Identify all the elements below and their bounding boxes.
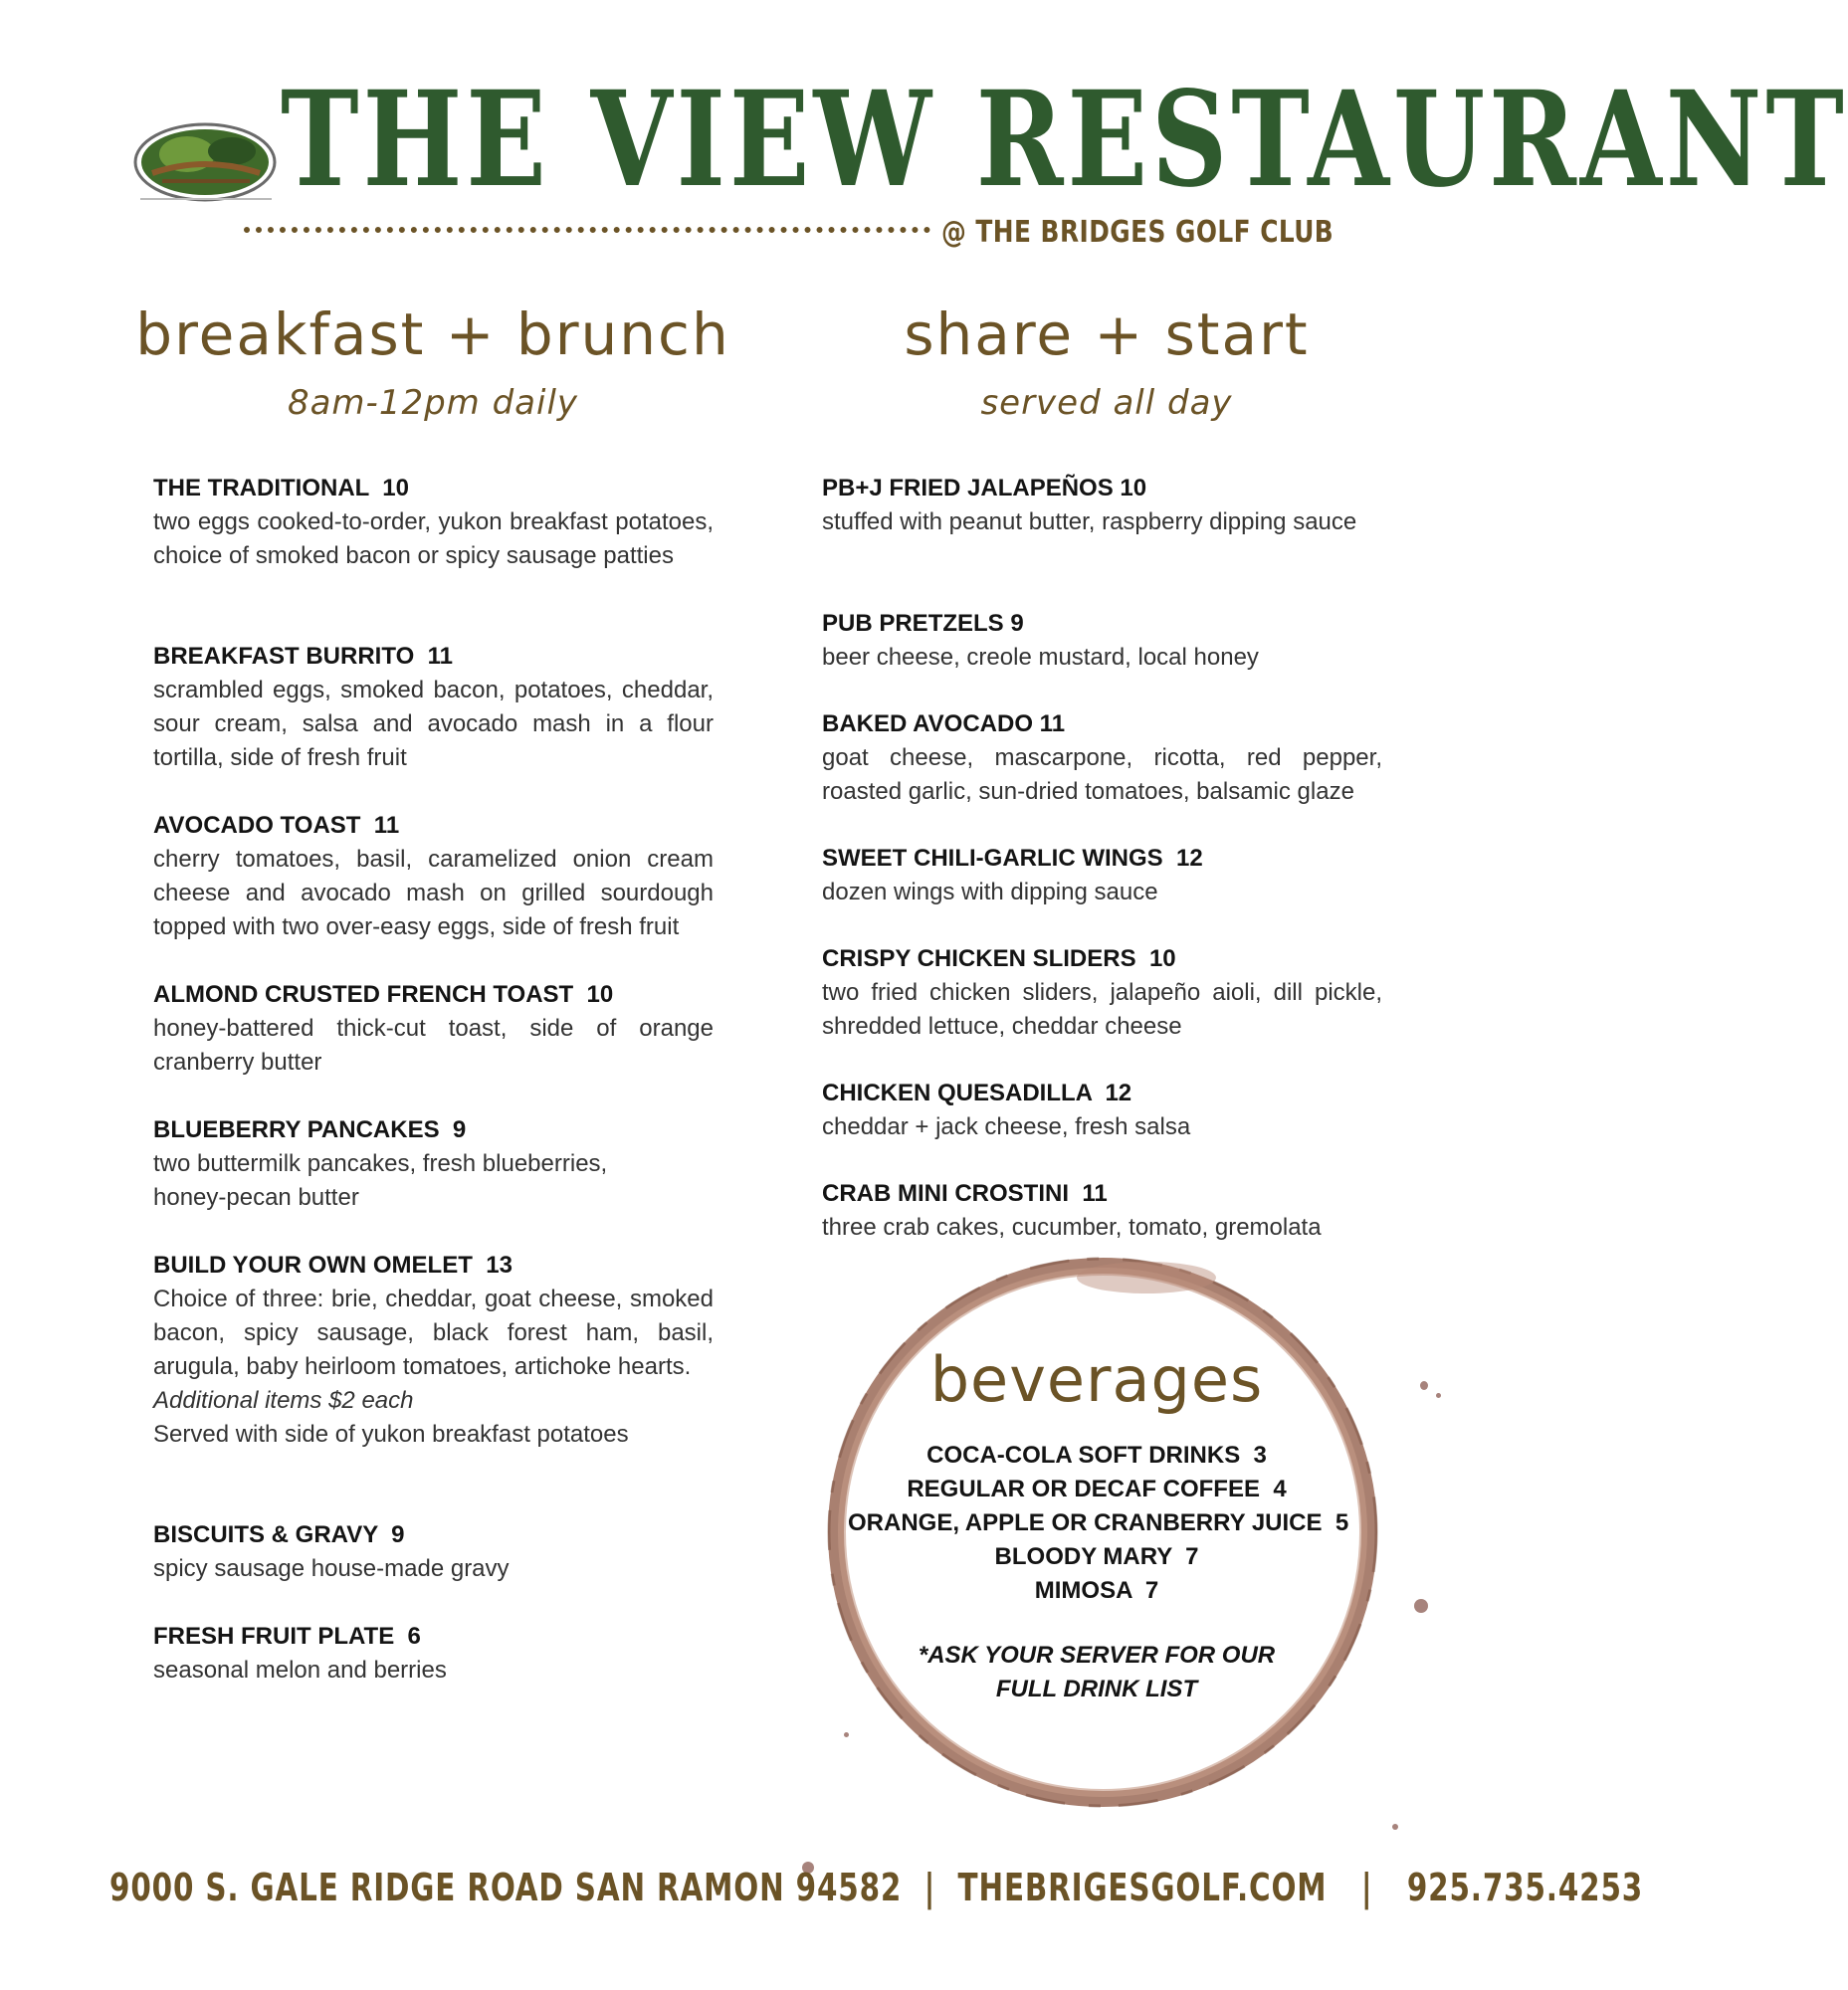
footer-address: 9000 S. GALE RIDGE ROAD SAN RAMON 94582 xyxy=(109,1866,903,1909)
title-dotted-rule xyxy=(244,227,930,253)
coffee-splatter xyxy=(1436,1393,1441,1398)
item-name: BUILD YOUR OWN OMELET 13 xyxy=(153,1252,513,1279)
item-description: two buttermilk pancakes, fresh blueberries, xyxy=(153,1150,608,1177)
menu-item xyxy=(822,1077,1382,1144)
beverages-list xyxy=(848,1439,1349,1608)
drink-note-line: FULL DRINK LIST xyxy=(995,1676,1198,1702)
item-description: Choice of three: brie, cheddar, goat cheese, smoked bacon, spicy sausage, black forest ham, basil, arugula, baby heirloom tomatoes, artichoke hearts. xyxy=(153,1286,714,1380)
item-description: spicy sausage house-made gravy xyxy=(153,1555,510,1582)
item-description: seasonal melon and berries xyxy=(153,1657,447,1684)
beverage-item: REGULAR OR DECAF COFFEE 4 xyxy=(907,1476,1287,1502)
share-heading: share + start xyxy=(904,300,1310,368)
menu-item xyxy=(153,1620,714,1688)
item-description: cherry tomatoes, basil, caramelized onion cream cheese and avocado mash on grilled sourdough topped with two over-easy eggs, side of fresh fruit xyxy=(153,846,714,940)
coffee-splatter xyxy=(1392,1824,1398,1830)
item-name: BAKED AVOCADO 11 xyxy=(822,710,1066,737)
item-note: Additional items $2 each xyxy=(153,1387,414,1414)
coffee-splatter xyxy=(844,1732,849,1737)
footer-contact xyxy=(109,1866,1644,1915)
item-name: FRESH FRUIT PLATE 6 xyxy=(153,1623,421,1650)
menu-item xyxy=(153,472,714,573)
bridge-logo-icon xyxy=(132,121,278,203)
menu-item xyxy=(153,1113,714,1215)
item-name: BREAKFAST BURRITO 11 xyxy=(153,643,453,670)
item-name: THE TRADITIONAL 10 xyxy=(153,475,409,501)
item-name: CHICKEN QUESADILLA 12 xyxy=(822,1080,1132,1106)
item-name: CRAB MINI CROSTINI 11 xyxy=(822,1180,1108,1207)
beverages-heading: beverages xyxy=(929,1343,1264,1416)
menu-item xyxy=(153,1518,714,1586)
footer-phone[interactable]: 925.735.4253 xyxy=(1406,1866,1644,1909)
beverage-item: COCA-COLA SOFT DRINKS 3 xyxy=(926,1442,1267,1469)
beverage-item: ORANGE, APPLE OR CRANBERRY JUICE 5 xyxy=(848,1509,1349,1536)
menu-item xyxy=(153,640,714,775)
item-description: beer cheese, creole mustard, local honey xyxy=(822,644,1259,671)
item-name: BISCUITS & GRAVY 9 xyxy=(153,1521,405,1548)
share-hours: served all day xyxy=(980,383,1233,423)
coffee-splatter xyxy=(1414,1599,1428,1613)
footer-separator: | xyxy=(1360,1866,1373,1909)
item-description: cheddar + jack cheese, fresh salsa xyxy=(822,1113,1191,1140)
footer-separator: | xyxy=(924,1866,936,1909)
item-description: scrambled eggs, smoked bacon, potatoes, cheddar, sour cream, salsa and avocado mash in a flour tortilla, side of fresh fruit xyxy=(153,677,714,771)
item-description: two fried chicken sliders, jalapeño aioli, dill pickle, shredded lettuce, cheddar cheese xyxy=(822,979,1382,1040)
item-name: PUB PRETZELS 9 xyxy=(822,610,1024,637)
restaurant-subtitle: @ THE BRIDGES GOLF CLUB xyxy=(941,215,1335,250)
menu-item xyxy=(822,707,1382,809)
drink-note-line: *ASK YOUR SERVER FOR OUR xyxy=(918,1642,1276,1669)
menu-item xyxy=(822,942,1382,1044)
menu-item xyxy=(153,1249,714,1452)
item-name: SWEET CHILI-GARLIC WINGS 12 xyxy=(822,845,1203,872)
breakfast-hours: 8am-12pm daily xyxy=(287,383,579,423)
item-name: ALMOND CRUSTED FRENCH TOAST 10 xyxy=(153,981,614,1008)
restaurant-title: THE VIEW RESTAURANT xyxy=(281,63,1848,217)
breakfast-heading: breakfast + brunch xyxy=(135,300,730,368)
item-description: three crab cakes, cucumber, tomato, gremolata xyxy=(822,1214,1322,1241)
item-description: dozen wings with dipping sauce xyxy=(822,879,1158,905)
menu-item xyxy=(822,607,1382,675)
item-name: BLUEBERRY PANCAKES 9 xyxy=(153,1116,467,1143)
drink-list-note xyxy=(848,1639,1345,1706)
beverage-item: BLOODY MARY 7 xyxy=(994,1543,1199,1570)
footer-website-link[interactable]: THEBRIGESGOLF.COM xyxy=(957,1866,1328,1909)
menu-item xyxy=(153,809,714,944)
menu-item xyxy=(822,1177,1382,1245)
menu-item xyxy=(822,842,1382,909)
item-description: honey-battered thick-cut toast, side of orange cranberry butter xyxy=(153,1015,714,1076)
item-name: PB+J FRIED JALAPEÑOS 10 xyxy=(822,475,1147,501)
coffee-splatter xyxy=(1420,1381,1428,1390)
item-description: goat cheese, mascarpone, ricotta, red pepper, roasted garlic, sun-dried tomatoes, balsamic glaze xyxy=(822,744,1382,805)
item-description: honey-pecan butter xyxy=(153,1184,359,1211)
menu-item xyxy=(822,472,1382,539)
item-description: two eggs cooked-to-order, yukon breakfast potatoes, choice of smoked bacon or spicy sausage patties xyxy=(153,508,714,569)
menu-item xyxy=(153,978,714,1080)
beverage-item: MIMOSA 7 xyxy=(1034,1577,1159,1604)
item-name: CRISPY CHICKEN SLIDERS 10 xyxy=(822,945,1176,972)
item-description: stuffed with peanut butter, raspberry dipping sauce xyxy=(822,508,1357,535)
item-name: AVOCADO TOAST 11 xyxy=(153,812,400,839)
item-extra: Served with side of yukon breakfast potatoes xyxy=(153,1421,629,1448)
